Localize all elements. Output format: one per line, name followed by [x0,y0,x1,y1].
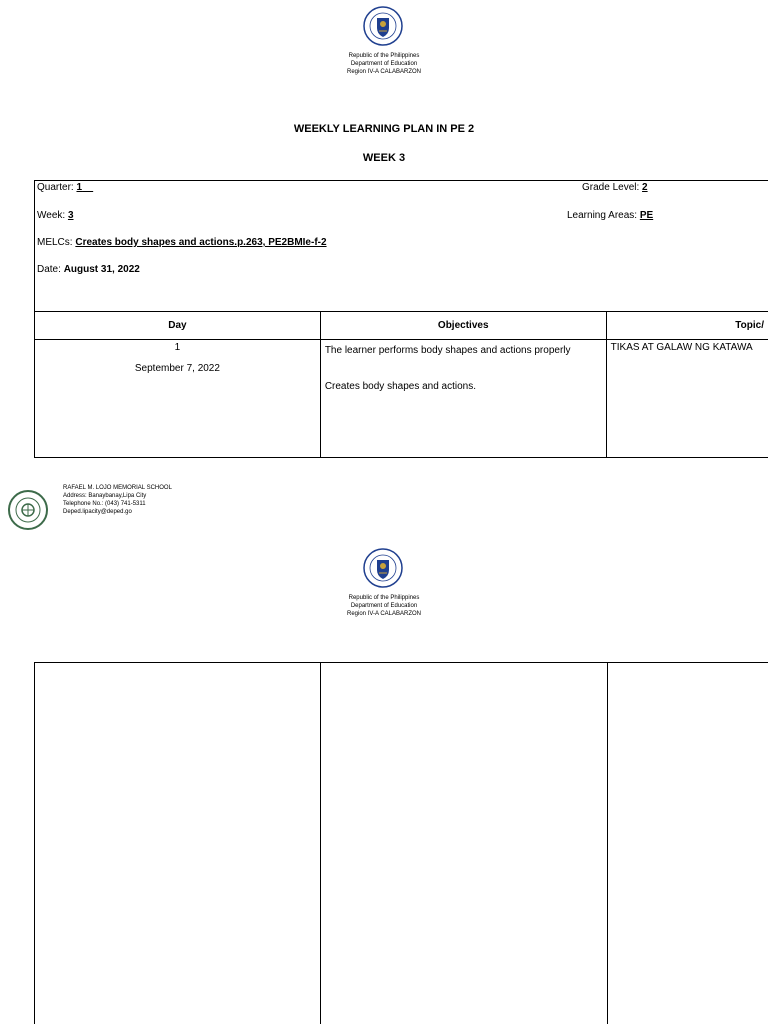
day-number: 1 [174,342,181,353]
quarter-value: 1 [76,182,83,193]
topic-text: TIKAS AT GALAW NG KATAWA [610,342,753,353]
day-date: September 7, 2022 [134,363,220,374]
quarter-label: Quarter: [37,182,74,193]
date-row [37,264,140,275]
topic-cell-empty [607,663,768,1024]
day-cell-empty [35,663,321,1024]
deped-header-text-page2 [284,594,484,618]
school-phone: Telephone No.: (043) 741-5311 [63,501,146,507]
header-line-2: Department of Education [350,603,418,609]
deped-header-text [284,52,484,76]
school-address: Address: Banaybanay,Lipa City [63,493,147,499]
header-line-1: Republic of the Philippines [348,53,420,59]
header-line-1: Republic of the Philippines [348,595,420,601]
day-cell [35,340,321,458]
header-objectives: Objectives [320,312,606,340]
info-box [34,180,768,312]
melcs-label: MELCs: [37,237,73,248]
melcs-value: Creates body shapes and actions.p.263, PE2BMIe-f-2 [75,237,327,248]
deped-seal-icon [363,548,403,588]
melcs-row [37,237,327,248]
plan-table [34,311,768,458]
plan-title: WEEKLY LEARNING PLAN IN PE 2 [293,123,475,135]
grade-row [582,182,648,193]
deped-seal-icon [363,6,403,46]
week-row [37,210,74,221]
school-info [63,484,172,516]
school-name: RAFAEL M. LOJO MEMORIAL SCHOOL [63,485,172,491]
objectives-cell [320,340,606,458]
week-label: Week: [37,210,66,221]
plan-table-continued [34,662,768,1024]
objective-1: The learner performs body shapes and actions properly [324,345,571,356]
school-footer [8,484,268,534]
week-value: 3 [67,210,74,221]
header-line-3: Region IV-A CALABARZON [346,611,422,617]
header-line-2: Department of Education [350,61,418,67]
table-row [35,663,768,1024]
table-header-row [35,312,768,340]
areas-label: Learning Areas: [567,210,638,221]
areas-row [567,210,653,221]
topic-cell [606,340,768,458]
school-email: Deped.lipacity@deped.go [63,509,132,515]
header-topic: Topic/ [606,312,768,340]
grade-value: 2 [642,182,648,193]
areas-value: PE [639,210,654,221]
date-value: August 31, 2022 [63,264,140,275]
grade-label: Grade Level: [582,182,640,193]
date-label: Date: [37,264,61,275]
header-line-3: Region IV-A CALABARZON [346,69,422,75]
table-row [35,340,768,458]
header-day: Day [35,312,321,340]
school-seal-icon [8,490,48,530]
quarter-row [37,182,93,193]
objectives-cell-empty [321,663,607,1024]
objective-2: Creates body shapes and actions. [324,381,477,392]
week-title: WEEK 3 [362,152,406,164]
